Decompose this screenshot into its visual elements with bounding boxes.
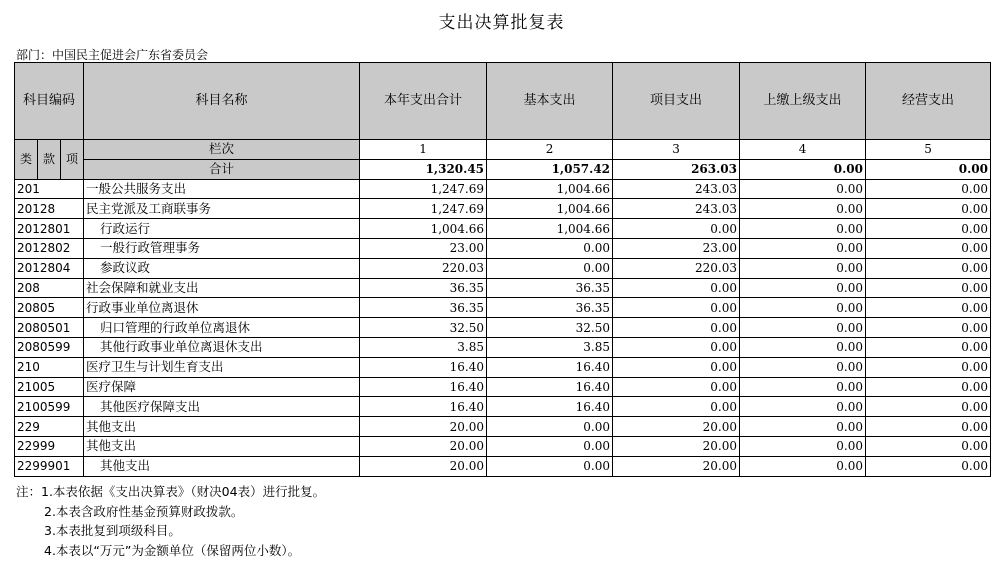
- row-value: 0.00: [866, 258, 991, 278]
- row-value: 20.00: [360, 456, 487, 476]
- row-value: 0.00: [613, 219, 740, 239]
- row-value: 3.85: [360, 337, 487, 357]
- row-value: 20.00: [360, 436, 487, 456]
- row-value: 0.00: [866, 219, 991, 239]
- row-value: 0.00: [866, 417, 991, 437]
- header-business: 经营支出: [866, 63, 991, 140]
- total-value: 263.03: [613, 159, 740, 179]
- row-code: 2012804: [15, 258, 84, 278]
- row-value: 16.40: [487, 377, 613, 397]
- row-name: 参政议政: [84, 258, 360, 278]
- row-name: 其他支出: [84, 417, 360, 437]
- row-value: 243.03: [613, 199, 740, 219]
- row-value: 16.40: [360, 397, 487, 417]
- row-value: 20.00: [613, 417, 740, 437]
- col-number: 2: [487, 140, 613, 160]
- row-value: 0.00: [740, 199, 866, 219]
- row-value: 0.00: [866, 337, 991, 357]
- table-row: [15, 397, 991, 417]
- row-value: 0.00: [866, 199, 991, 219]
- row-code: 2080599: [15, 337, 84, 357]
- header-row: [15, 63, 991, 140]
- row-value: 0.00: [866, 456, 991, 476]
- row-value: 0.00: [740, 377, 866, 397]
- note-line: 注：1.本表依据《支出决算表》（财决04表）进行批复。: [16, 484, 326, 499]
- row-value: 0.00: [866, 377, 991, 397]
- header-kuan: 款: [38, 140, 61, 180]
- row-value: 0.00: [613, 298, 740, 318]
- row-value: 0.00: [613, 377, 740, 397]
- row-value: 0.00: [740, 456, 866, 476]
- row-value: 0.00: [613, 318, 740, 338]
- row-value: 0.00: [866, 357, 991, 377]
- header-code: 科目编码: [15, 63, 84, 140]
- row-value: 0.00: [740, 397, 866, 417]
- row-value: 0.00: [740, 278, 866, 298]
- row-value: 20.00: [613, 456, 740, 476]
- header-upper: 上缴上级支出: [740, 63, 866, 140]
- row-value: 3.85: [487, 337, 613, 357]
- col-number: 5: [866, 140, 991, 160]
- row-value: 0.00: [740, 417, 866, 437]
- department-label: 部门：中国民主促进会广东省委员会: [16, 48, 209, 62]
- row-value: 0.00: [613, 357, 740, 377]
- row-value: 0.00: [866, 179, 991, 199]
- table-row: [15, 238, 991, 258]
- row-code: 201: [15, 179, 84, 199]
- header-xiang: 项: [61, 140, 84, 180]
- row-name: 归口管理的行政单位离退休: [84, 318, 360, 338]
- row-value: 0.00: [866, 397, 991, 417]
- row-value: 1,247.69: [360, 179, 487, 199]
- table-row: [15, 436, 991, 456]
- row-value: 0.00: [740, 337, 866, 357]
- total-value: 0.00: [866, 159, 991, 179]
- header-name: 科目名称: [84, 63, 360, 140]
- row-value: 23.00: [613, 238, 740, 258]
- header-heji: 合计: [84, 159, 360, 179]
- row-value: 220.03: [613, 258, 740, 278]
- table-row: [15, 377, 991, 397]
- row-value: 16.40: [360, 377, 487, 397]
- row-value: 0.00: [740, 258, 866, 278]
- row-code: 2299901: [15, 456, 84, 476]
- row-value: 1,247.69: [360, 199, 487, 219]
- row-value: 243.03: [613, 179, 740, 199]
- expenditure-table: [14, 62, 991, 477]
- row-code: 20128: [15, 199, 84, 219]
- row-value: 0.00: [740, 298, 866, 318]
- row-code: 2100599: [15, 397, 84, 417]
- header-lei: 类: [15, 140, 38, 180]
- header-total: 本年支出合计: [360, 63, 487, 140]
- row-name: 其他医疗保障支出: [84, 397, 360, 417]
- row-value: 16.40: [360, 357, 487, 377]
- row-value: 1,004.66: [487, 219, 613, 239]
- row-value: 20.00: [360, 417, 487, 437]
- row-code: 2080501: [15, 318, 84, 338]
- table-row: [15, 298, 991, 318]
- row-value: 0.00: [740, 179, 866, 199]
- row-value: 0.00: [866, 278, 991, 298]
- row-value: 0.00: [487, 436, 613, 456]
- row-value: 0.00: [487, 417, 613, 437]
- table-row: [15, 258, 991, 278]
- row-name: 医疗保障: [84, 377, 360, 397]
- page-title: 支出决算批复表: [438, 13, 565, 33]
- row-value: 20.00: [613, 436, 740, 456]
- col-number: 4: [740, 140, 866, 160]
- row-value: 0.00: [740, 318, 866, 338]
- row-value: 0.00: [740, 219, 866, 239]
- table-row: [15, 456, 991, 476]
- table-row: [15, 219, 991, 239]
- row-name: 其他支出: [84, 436, 360, 456]
- row-value: 0.00: [487, 258, 613, 278]
- row-value: 36.35: [487, 278, 613, 298]
- row-code: 20805: [15, 298, 84, 318]
- row-code: 2012802: [15, 238, 84, 258]
- row-value: 0.00: [866, 318, 991, 338]
- row-value: 0.00: [740, 357, 866, 377]
- notes: [16, 482, 325, 560]
- row-value: 0.00: [613, 278, 740, 298]
- row-name: 社会保障和就业支出: [84, 278, 360, 298]
- note-line: 4.本表以“万元”为金额单位（保留两位小数）。: [44, 542, 301, 558]
- row-value: 1,004.66: [487, 199, 613, 219]
- total-row: [15, 159, 991, 179]
- row-value: 23.00: [360, 238, 487, 258]
- row-value: 16.40: [487, 357, 613, 377]
- row-value: 0.00: [487, 238, 613, 258]
- row-code: 210: [15, 357, 84, 377]
- row-code: 21005: [15, 377, 84, 397]
- note-line: 2.本表含政府性基金预算财政拨款。: [44, 503, 244, 519]
- row-value: 36.35: [487, 298, 613, 318]
- col-number: 3: [613, 140, 740, 160]
- row-value: 32.50: [487, 318, 613, 338]
- row-value: 0.00: [866, 436, 991, 456]
- total-value: 1,320.45: [360, 159, 487, 179]
- row-value: 36.35: [360, 298, 487, 318]
- table-row: [15, 199, 991, 219]
- row-value: 0.00: [740, 436, 866, 456]
- table-row: [15, 417, 991, 437]
- table-row: [15, 357, 991, 377]
- row-name: 一般行政管理事务: [84, 238, 360, 258]
- row-value: 0.00: [866, 298, 991, 318]
- row-code: 208: [15, 278, 84, 298]
- column-number-row: [15, 140, 991, 160]
- row-value: 0.00: [866, 238, 991, 258]
- row-name: 其他支出: [84, 456, 360, 476]
- row-value: 1,004.66: [487, 179, 613, 199]
- row-value: 0.00: [487, 456, 613, 476]
- row-name: 行政运行: [84, 219, 360, 239]
- table-row: [15, 337, 991, 357]
- table-row: [15, 278, 991, 298]
- row-value: 32.50: [360, 318, 487, 338]
- col-number: 1: [360, 140, 487, 160]
- row-value: 16.40: [487, 397, 613, 417]
- row-value: 36.35: [360, 278, 487, 298]
- row-value: 1,004.66: [360, 219, 487, 239]
- header-basic: 基本支出: [487, 63, 613, 140]
- row-name: 医疗卫生与计划生育支出: [84, 357, 360, 377]
- table-row: [15, 179, 991, 199]
- header-project: 项目支出: [613, 63, 740, 140]
- row-value: 0.00: [613, 397, 740, 417]
- row-code: 22999: [15, 436, 84, 456]
- row-value: 0.00: [613, 337, 740, 357]
- row-code: 229: [15, 417, 84, 437]
- note-line: 3.本表批复到项级科目。: [44, 523, 181, 538]
- row-name: 其他行政事业单位离退休支出: [84, 337, 360, 357]
- total-value: 0.00: [740, 159, 866, 179]
- total-value: 1,057.42: [487, 159, 613, 179]
- row-name: 一般公共服务支出: [84, 179, 360, 199]
- header-lanci: 栏次: [84, 140, 360, 160]
- row-name: 民主党派及工商联事务: [84, 199, 360, 219]
- row-code: 2012801: [15, 219, 84, 239]
- row-value: 0.00: [740, 238, 866, 258]
- row-value: 220.03: [360, 258, 487, 278]
- row-name: 行政事业单位离退休: [84, 298, 360, 318]
- table-row: [15, 318, 991, 338]
